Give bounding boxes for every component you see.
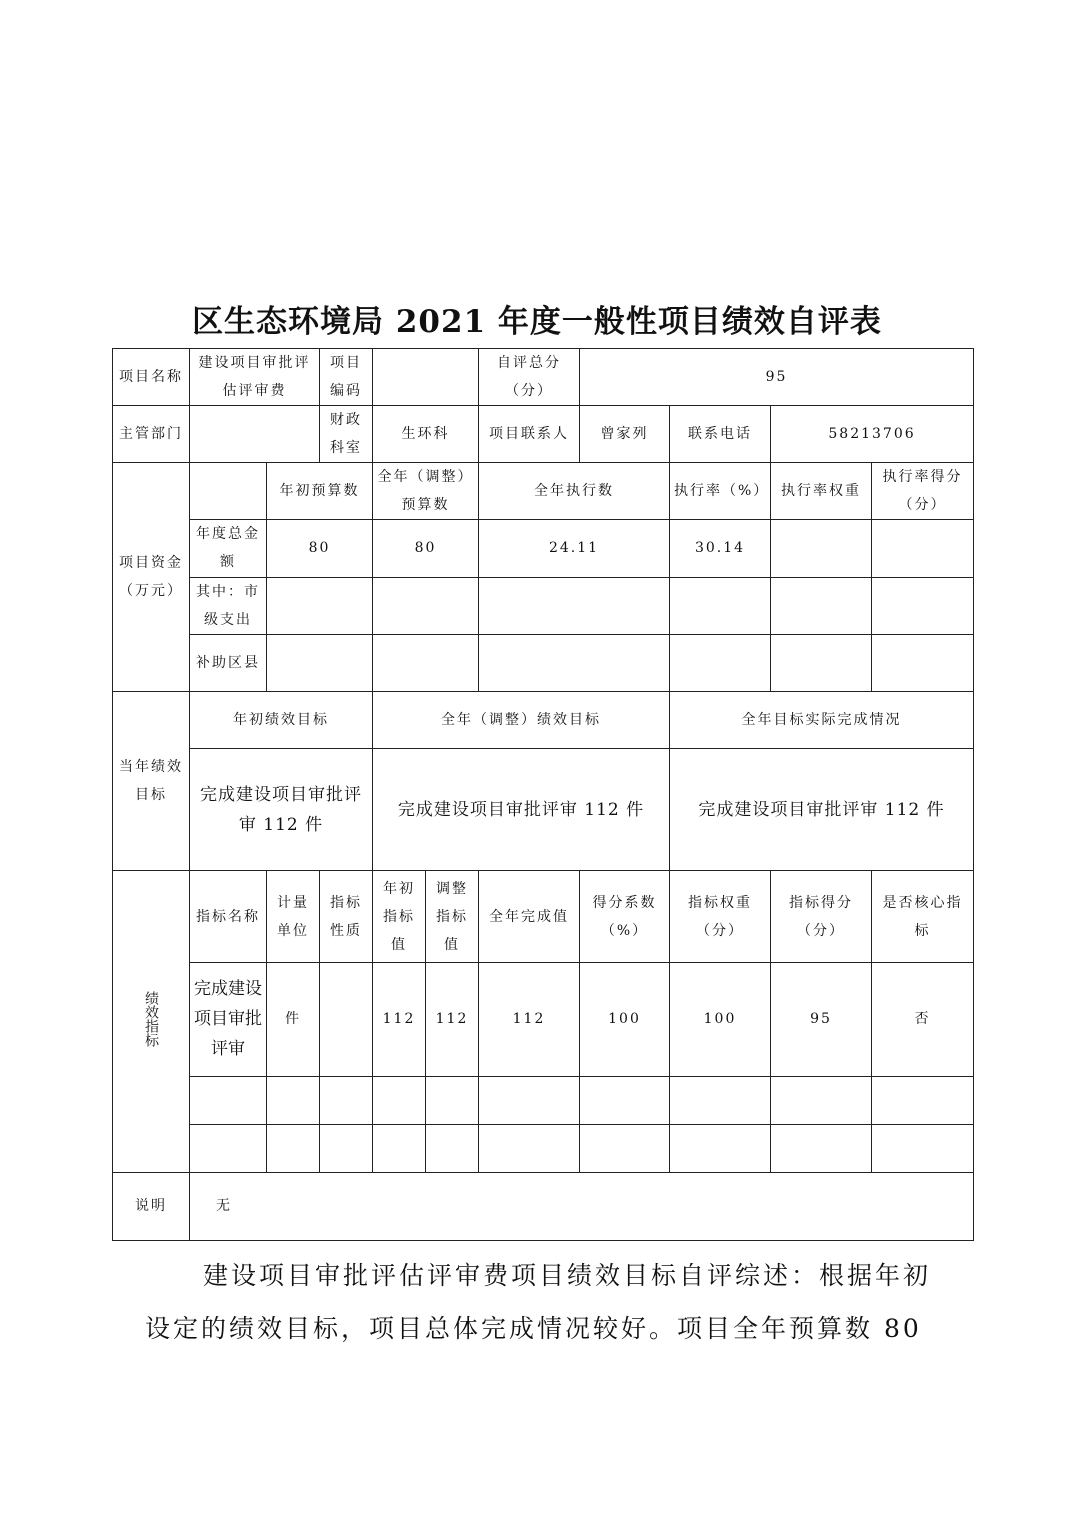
indicator-header: 年初指标值 xyxy=(373,871,426,963)
goal-adjusted-value: 完成建设项目审批评审 112 件 xyxy=(373,748,670,870)
table-row xyxy=(113,748,974,870)
performance-evaluation-table xyxy=(112,348,974,1241)
fund-cell xyxy=(373,634,479,691)
fund-cell xyxy=(479,634,670,691)
table-row xyxy=(113,1172,974,1240)
note-label: 说明 xyxy=(113,1172,190,1240)
indicator-cell xyxy=(373,1124,426,1172)
table-row xyxy=(113,520,974,577)
indicator-cell xyxy=(267,1124,320,1172)
fund-row-label: 其中：市级支出 xyxy=(190,577,267,634)
contact-value: 曾家列 xyxy=(580,406,670,463)
indicator-cell xyxy=(190,1076,267,1124)
indicator-header: 得分系数（%） xyxy=(580,871,670,963)
goal-initial-value: 完成建设项目审批评审 112 件 xyxy=(190,748,373,870)
goal-actual-value: 完成建设项目审批评审 112 件 xyxy=(670,748,974,870)
indicator-cell xyxy=(670,1076,771,1124)
fund-corner-cell xyxy=(190,463,267,520)
indicator-cell: 112 xyxy=(479,963,580,1076)
indicator-cell xyxy=(426,1124,479,1172)
contact-label: 项目联系人 xyxy=(479,406,580,463)
table-row xyxy=(113,349,974,406)
indicator-section-cell xyxy=(113,871,190,1173)
indicator-cell: 112 xyxy=(373,963,426,1076)
project-code-label: 项目编码 xyxy=(320,349,373,406)
indicator-cell xyxy=(771,1076,872,1124)
indicator-cell xyxy=(580,1124,670,1172)
goal-header: 全年（调整）绩效目标 xyxy=(373,691,670,748)
indicator-cell xyxy=(872,1124,974,1172)
phone-value: 58213706 xyxy=(771,406,974,463)
indicator-cell xyxy=(267,1076,320,1124)
summary-paragraph-line: 设定的绩效目标，项目总体完成情况较好。项目全年预算数 80 xyxy=(145,1314,922,1343)
fund-cell xyxy=(771,520,872,577)
table-row xyxy=(113,1124,974,1172)
indicator-cell xyxy=(320,963,373,1076)
goal-section-label: 当年绩效目标 xyxy=(113,691,190,870)
indicator-cell xyxy=(771,1124,872,1172)
phone-label: 联系电话 xyxy=(670,406,771,463)
fund-header: 执行率（%） xyxy=(670,463,771,520)
fund-cell xyxy=(771,634,872,691)
table-row xyxy=(113,463,974,520)
fund-cell xyxy=(670,634,771,691)
project-name-value: 建设项目审批评估评审费 xyxy=(190,349,320,406)
table-row xyxy=(113,691,974,748)
indicator-cell xyxy=(670,1124,771,1172)
indicator-header: 指标名称 xyxy=(190,871,267,963)
indicator-cell xyxy=(580,1076,670,1124)
indicator-header: 调整指标值 xyxy=(426,871,479,963)
indicator-cell: 100 xyxy=(580,963,670,1076)
indicator-section-label: 绩效指标 xyxy=(143,991,159,1048)
indicator-header: 计量单位 xyxy=(267,871,320,963)
dept-value xyxy=(190,406,320,463)
project-name-label: 项目名称 xyxy=(113,349,190,406)
indicator-cell: 完成建设项目审批评审 xyxy=(190,963,267,1076)
fund-cell: 80 xyxy=(267,520,373,577)
dept-label: 主管部门 xyxy=(113,406,190,463)
office-value: 生环科 xyxy=(373,406,479,463)
fund-row-label: 补助区县 xyxy=(190,634,267,691)
fund-cell xyxy=(670,577,771,634)
fund-cell xyxy=(872,520,974,577)
indicator-header: 是否核心指标 xyxy=(872,871,974,963)
indicator-cell: 否 xyxy=(872,963,974,1076)
fund-cell xyxy=(872,577,974,634)
indicator-cell: 95 xyxy=(771,963,872,1076)
indicator-cell xyxy=(190,1124,267,1172)
indicator-header: 指标权重（分） xyxy=(670,871,771,963)
fund-cell xyxy=(267,577,373,634)
indicator-cell: 件 xyxy=(267,963,320,1076)
note-value: 无 xyxy=(190,1172,974,1240)
indicator-header: 指标性质 xyxy=(320,871,373,963)
fund-header: 全年执行数 xyxy=(479,463,670,520)
fund-cell xyxy=(267,634,373,691)
indicator-header: 全年完成值 xyxy=(479,871,580,963)
goal-header: 年初绩效目标 xyxy=(190,691,373,748)
project-code-value xyxy=(373,349,479,406)
fund-header: 执行率得分（分） xyxy=(872,463,974,520)
table-row xyxy=(113,577,974,634)
table-row xyxy=(113,963,974,1076)
fund-section-label: 项目资金（万元） xyxy=(113,463,190,692)
fund-cell: 30.14 xyxy=(670,520,771,577)
self-score-value: 95 xyxy=(580,349,974,406)
fund-header: 全年（调整）预算数 xyxy=(373,463,479,520)
indicator-cell xyxy=(426,1076,479,1124)
indicator-cell: 100 xyxy=(670,963,771,1076)
table-row xyxy=(113,1076,974,1124)
fund-cell xyxy=(771,577,872,634)
fund-cell: 80 xyxy=(373,520,479,577)
fund-cell xyxy=(373,577,479,634)
indicator-cell xyxy=(373,1076,426,1124)
indicator-cell: 112 xyxy=(426,963,479,1076)
page-title: 区生态环境局 2021 年度一般性项目绩效自评表 xyxy=(192,304,882,340)
fund-cell: 24.11 xyxy=(479,520,670,577)
indicator-cell xyxy=(320,1076,373,1124)
table-row xyxy=(113,871,974,963)
office-label: 财政科室 xyxy=(320,406,373,463)
table-row xyxy=(113,634,974,691)
fund-cell xyxy=(872,634,974,691)
fund-row-label: 年度总金额 xyxy=(190,520,267,577)
fund-cell xyxy=(479,577,670,634)
indicator-cell xyxy=(479,1076,580,1124)
summary-paragraph-line: 建设项目审批评估评审费项目绩效目标自评综述：根据年初 xyxy=(203,1261,932,1290)
self-score-label: 自评总分（分） xyxy=(479,349,580,406)
indicator-cell xyxy=(320,1124,373,1172)
fund-header: 年初预算数 xyxy=(267,463,373,520)
indicator-cell xyxy=(872,1076,974,1124)
goal-header: 全年目标实际完成情况 xyxy=(670,691,974,748)
table-row xyxy=(113,406,974,463)
indicator-cell xyxy=(479,1124,580,1172)
fund-header: 执行率权重 xyxy=(771,463,872,520)
indicator-header: 指标得分（分） xyxy=(771,871,872,963)
